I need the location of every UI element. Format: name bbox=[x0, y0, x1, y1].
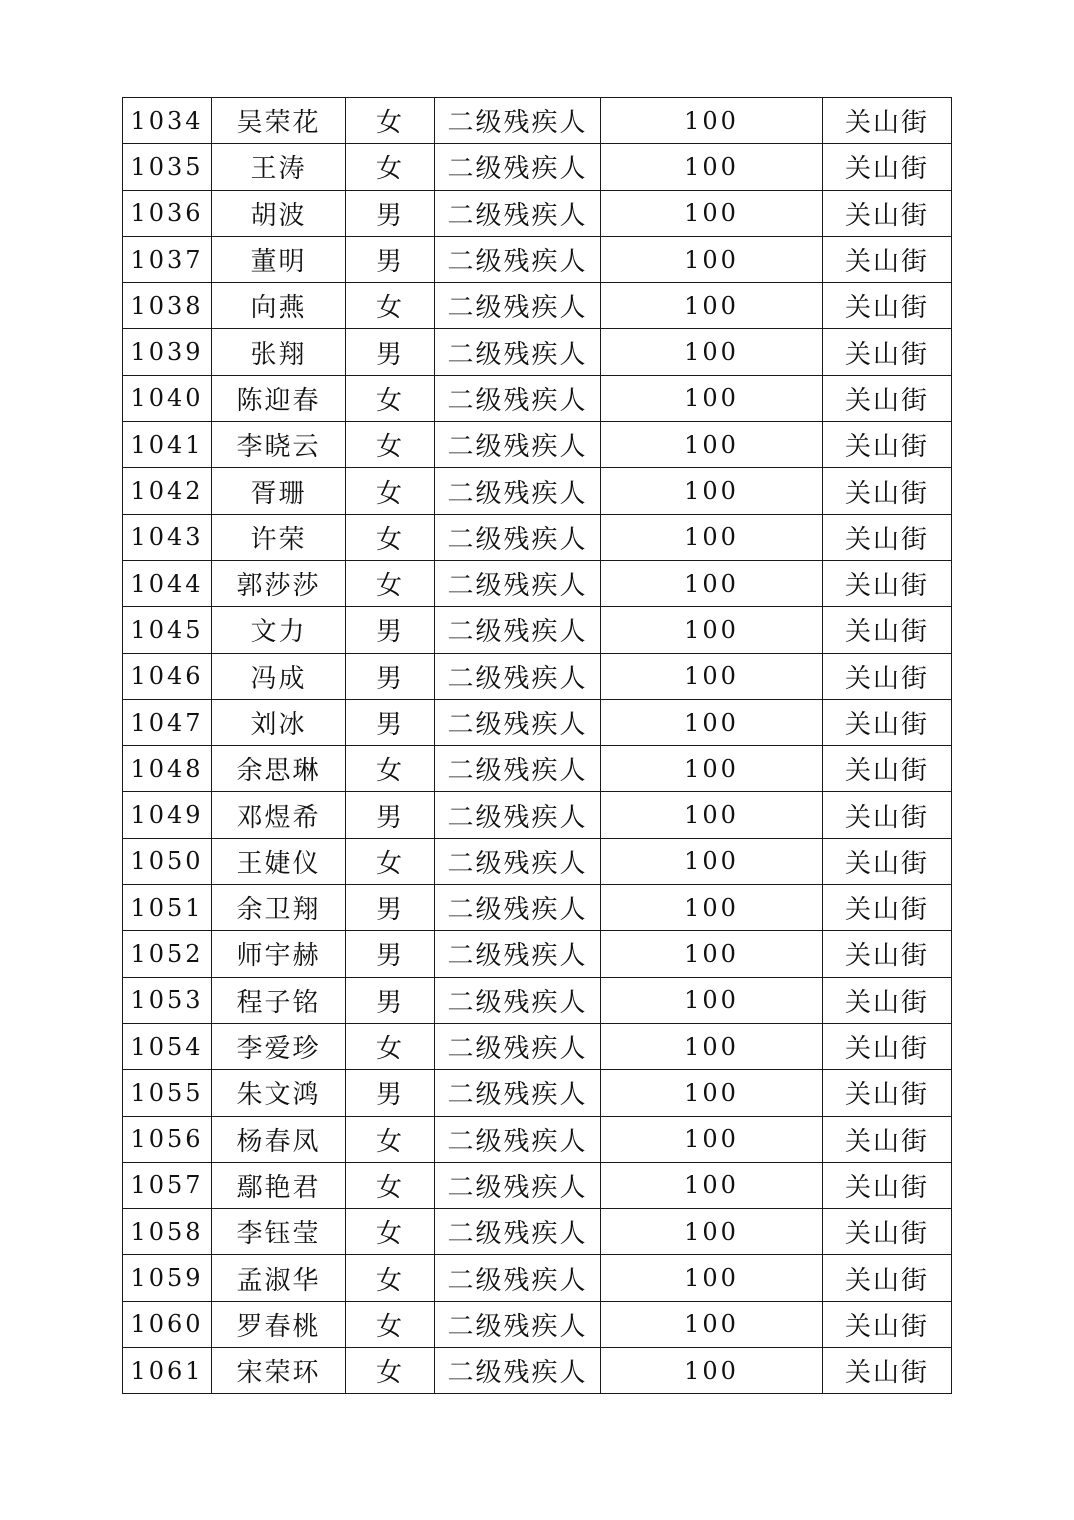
gender-cell: 女 bbox=[346, 1023, 435, 1069]
id-cell: 1036 bbox=[123, 190, 212, 236]
id-cell: 1045 bbox=[123, 607, 212, 653]
table-row bbox=[123, 1162, 952, 1208]
street-cell: 关山街 bbox=[823, 514, 952, 560]
name-cell: 鄢艳君 bbox=[212, 1162, 346, 1208]
table-row bbox=[123, 468, 952, 514]
category-cell: 二级残疾人 bbox=[435, 1023, 601, 1069]
gender-cell: 女 bbox=[346, 1348, 435, 1394]
gender-cell: 男 bbox=[346, 329, 435, 375]
table-row bbox=[123, 144, 952, 190]
street-cell: 关山街 bbox=[823, 653, 952, 699]
table-row bbox=[123, 1348, 952, 1394]
gender-cell: 男 bbox=[346, 607, 435, 653]
id-cell: 1054 bbox=[123, 1023, 212, 1069]
amount-cell: 100 bbox=[601, 607, 823, 653]
name-cell: 陈迎春 bbox=[212, 375, 346, 421]
category-cell: 二级残疾人 bbox=[435, 468, 601, 514]
table-row bbox=[123, 422, 952, 468]
id-cell: 1058 bbox=[123, 1209, 212, 1255]
name-cell: 宋荣环 bbox=[212, 1348, 346, 1394]
gender-cell: 男 bbox=[346, 190, 435, 236]
gender-cell: 女 bbox=[346, 560, 435, 606]
name-cell: 吴荣花 bbox=[212, 98, 346, 144]
gender-cell: 女 bbox=[346, 283, 435, 329]
table-row bbox=[123, 236, 952, 282]
table-row bbox=[123, 1301, 952, 1347]
category-cell: 二级残疾人 bbox=[435, 236, 601, 282]
gender-cell: 女 bbox=[346, 375, 435, 421]
gender-cell: 女 bbox=[346, 1255, 435, 1301]
category-cell: 二级残疾人 bbox=[435, 329, 601, 375]
id-cell: 1049 bbox=[123, 792, 212, 838]
table-row bbox=[123, 1209, 952, 1255]
table-row bbox=[123, 560, 952, 606]
amount-cell: 100 bbox=[601, 375, 823, 421]
amount-cell: 100 bbox=[601, 1070, 823, 1116]
name-cell: 孟淑华 bbox=[212, 1255, 346, 1301]
category-cell: 二级残疾人 bbox=[435, 1116, 601, 1162]
street-cell: 关山街 bbox=[823, 1116, 952, 1162]
street-cell: 关山街 bbox=[823, 931, 952, 977]
amount-cell: 100 bbox=[601, 931, 823, 977]
name-cell: 李晓云 bbox=[212, 422, 346, 468]
amount-cell: 100 bbox=[601, 468, 823, 514]
category-cell: 二级残疾人 bbox=[435, 514, 601, 560]
id-cell: 1034 bbox=[123, 98, 212, 144]
table-row bbox=[123, 931, 952, 977]
name-cell: 胡波 bbox=[212, 190, 346, 236]
table-row bbox=[123, 792, 952, 838]
category-cell: 二级残疾人 bbox=[435, 885, 601, 931]
category-cell: 二级残疾人 bbox=[435, 98, 601, 144]
id-cell: 1061 bbox=[123, 1348, 212, 1394]
name-cell: 杨春凤 bbox=[212, 1116, 346, 1162]
street-cell: 关山街 bbox=[823, 607, 952, 653]
name-cell: 胥珊 bbox=[212, 468, 346, 514]
amount-cell: 100 bbox=[601, 838, 823, 884]
id-cell: 1046 bbox=[123, 653, 212, 699]
gender-cell: 女 bbox=[346, 422, 435, 468]
amount-cell: 100 bbox=[601, 1301, 823, 1347]
amount-cell: 100 bbox=[601, 283, 823, 329]
street-cell: 关山街 bbox=[823, 792, 952, 838]
street-cell: 关山街 bbox=[823, 375, 952, 421]
table-row bbox=[123, 746, 952, 792]
id-cell: 1043 bbox=[123, 514, 212, 560]
street-cell: 关山街 bbox=[823, 98, 952, 144]
gender-cell: 男 bbox=[346, 236, 435, 282]
category-cell: 二级残疾人 bbox=[435, 422, 601, 468]
street-cell: 关山街 bbox=[823, 1070, 952, 1116]
id-cell: 1059 bbox=[123, 1255, 212, 1301]
category-cell: 二级残疾人 bbox=[435, 977, 601, 1023]
id-cell: 1039 bbox=[123, 329, 212, 375]
category-cell: 二级残疾人 bbox=[435, 1070, 601, 1116]
table-row bbox=[123, 190, 952, 236]
street-cell: 关山街 bbox=[823, 977, 952, 1023]
gender-cell: 男 bbox=[346, 792, 435, 838]
name-cell: 董明 bbox=[212, 236, 346, 282]
id-cell: 1037 bbox=[123, 236, 212, 282]
name-cell: 李爱珍 bbox=[212, 1023, 346, 1069]
street-cell: 关山街 bbox=[823, 1348, 952, 1394]
amount-cell: 100 bbox=[601, 236, 823, 282]
table-row bbox=[123, 838, 952, 884]
table-row bbox=[123, 977, 952, 1023]
name-cell: 张翔 bbox=[212, 329, 346, 375]
id-cell: 1055 bbox=[123, 1070, 212, 1116]
table-row bbox=[123, 375, 952, 421]
street-cell: 关山街 bbox=[823, 329, 952, 375]
name-cell: 刘冰 bbox=[212, 699, 346, 745]
id-cell: 1057 bbox=[123, 1162, 212, 1208]
id-cell: 1040 bbox=[123, 375, 212, 421]
category-cell: 二级残疾人 bbox=[435, 375, 601, 421]
category-cell: 二级残疾人 bbox=[435, 838, 601, 884]
amount-cell: 100 bbox=[601, 746, 823, 792]
table-row bbox=[123, 1070, 952, 1116]
table-row bbox=[123, 1116, 952, 1162]
name-cell: 师宇赫 bbox=[212, 931, 346, 977]
gender-cell: 男 bbox=[346, 931, 435, 977]
table-row bbox=[123, 283, 952, 329]
id-cell: 1041 bbox=[123, 422, 212, 468]
id-cell: 1060 bbox=[123, 1301, 212, 1347]
table-row bbox=[123, 514, 952, 560]
street-cell: 关山街 bbox=[823, 422, 952, 468]
amount-cell: 100 bbox=[601, 1162, 823, 1208]
table-row bbox=[123, 607, 952, 653]
category-cell: 二级残疾人 bbox=[435, 1255, 601, 1301]
gender-cell: 女 bbox=[346, 1209, 435, 1255]
street-cell: 关山街 bbox=[823, 560, 952, 606]
gender-cell: 女 bbox=[346, 1116, 435, 1162]
street-cell: 关山街 bbox=[823, 838, 952, 884]
id-cell: 1051 bbox=[123, 885, 212, 931]
street-cell: 关山街 bbox=[823, 283, 952, 329]
id-cell: 1042 bbox=[123, 468, 212, 514]
gender-cell: 男 bbox=[346, 699, 435, 745]
name-cell: 邓煜希 bbox=[212, 792, 346, 838]
gender-cell: 女 bbox=[346, 98, 435, 144]
street-cell: 关山街 bbox=[823, 1162, 952, 1208]
amount-cell: 100 bbox=[601, 885, 823, 931]
amount-cell: 100 bbox=[601, 560, 823, 606]
id-cell: 1048 bbox=[123, 746, 212, 792]
id-cell: 1047 bbox=[123, 699, 212, 745]
amount-cell: 100 bbox=[601, 144, 823, 190]
gender-cell: 男 bbox=[346, 1070, 435, 1116]
table-row bbox=[123, 1023, 952, 1069]
roster-table-body bbox=[123, 98, 952, 1394]
category-cell: 二级残疾人 bbox=[435, 1301, 601, 1347]
gender-cell: 女 bbox=[346, 468, 435, 514]
id-cell: 1038 bbox=[123, 283, 212, 329]
gender-cell: 女 bbox=[346, 144, 435, 190]
name-cell: 冯成 bbox=[212, 653, 346, 699]
name-cell: 王婕仪 bbox=[212, 838, 346, 884]
amount-cell: 100 bbox=[601, 1209, 823, 1255]
amount-cell: 100 bbox=[601, 1023, 823, 1069]
table-row bbox=[123, 653, 952, 699]
name-cell: 程子铭 bbox=[212, 977, 346, 1023]
table-row bbox=[123, 98, 952, 144]
street-cell: 关山街 bbox=[823, 746, 952, 792]
gender-cell: 女 bbox=[346, 838, 435, 884]
roster-table bbox=[122, 97, 952, 1394]
category-cell: 二级残疾人 bbox=[435, 1209, 601, 1255]
category-cell: 二级残疾人 bbox=[435, 1162, 601, 1208]
amount-cell: 100 bbox=[601, 514, 823, 560]
name-cell: 朱文鸿 bbox=[212, 1070, 346, 1116]
street-cell: 关山街 bbox=[823, 1301, 952, 1347]
category-cell: 二级残疾人 bbox=[435, 653, 601, 699]
id-cell: 1052 bbox=[123, 931, 212, 977]
street-cell: 关山街 bbox=[823, 236, 952, 282]
street-cell: 关山街 bbox=[823, 699, 952, 745]
name-cell: 许荣 bbox=[212, 514, 346, 560]
street-cell: 关山街 bbox=[823, 1023, 952, 1069]
name-cell: 王涛 bbox=[212, 144, 346, 190]
gender-cell: 女 bbox=[346, 746, 435, 792]
gender-cell: 男 bbox=[346, 885, 435, 931]
street-cell: 关山街 bbox=[823, 190, 952, 236]
name-cell: 余思琳 bbox=[212, 746, 346, 792]
category-cell: 二级残疾人 bbox=[435, 560, 601, 606]
amount-cell: 100 bbox=[601, 422, 823, 468]
street-cell: 关山街 bbox=[823, 885, 952, 931]
amount-cell: 100 bbox=[601, 977, 823, 1023]
table-row bbox=[123, 699, 952, 745]
category-cell: 二级残疾人 bbox=[435, 699, 601, 745]
amount-cell: 100 bbox=[601, 699, 823, 745]
name-cell: 李钰莹 bbox=[212, 1209, 346, 1255]
category-cell: 二级残疾人 bbox=[435, 746, 601, 792]
category-cell: 二级残疾人 bbox=[435, 283, 601, 329]
gender-cell: 女 bbox=[346, 1301, 435, 1347]
name-cell: 文力 bbox=[212, 607, 346, 653]
street-cell: 关山街 bbox=[823, 144, 952, 190]
id-cell: 1035 bbox=[123, 144, 212, 190]
gender-cell: 女 bbox=[346, 514, 435, 560]
id-cell: 1044 bbox=[123, 560, 212, 606]
name-cell: 罗春桃 bbox=[212, 1301, 346, 1347]
category-cell: 二级残疾人 bbox=[435, 931, 601, 977]
amount-cell: 100 bbox=[601, 792, 823, 838]
name-cell: 郭莎莎 bbox=[212, 560, 346, 606]
table-row bbox=[123, 1255, 952, 1301]
amount-cell: 100 bbox=[601, 1116, 823, 1162]
category-cell: 二级残疾人 bbox=[435, 190, 601, 236]
category-cell: 二级残疾人 bbox=[435, 1348, 601, 1394]
street-cell: 关山街 bbox=[823, 1255, 952, 1301]
amount-cell: 100 bbox=[601, 190, 823, 236]
street-cell: 关山街 bbox=[823, 1209, 952, 1255]
category-cell: 二级残疾人 bbox=[435, 792, 601, 838]
table-row bbox=[123, 885, 952, 931]
id-cell: 1050 bbox=[123, 838, 212, 884]
name-cell: 向燕 bbox=[212, 283, 346, 329]
gender-cell: 男 bbox=[346, 977, 435, 1023]
amount-cell: 100 bbox=[601, 98, 823, 144]
amount-cell: 100 bbox=[601, 329, 823, 375]
id-cell: 1056 bbox=[123, 1116, 212, 1162]
amount-cell: 100 bbox=[601, 1255, 823, 1301]
street-cell: 关山街 bbox=[823, 468, 952, 514]
amount-cell: 100 bbox=[601, 1348, 823, 1394]
name-cell: 余卫翔 bbox=[212, 885, 346, 931]
category-cell: 二级残疾人 bbox=[435, 607, 601, 653]
gender-cell: 女 bbox=[346, 1162, 435, 1208]
amount-cell: 100 bbox=[601, 653, 823, 699]
table-row bbox=[123, 329, 952, 375]
id-cell: 1053 bbox=[123, 977, 212, 1023]
category-cell: 二级残疾人 bbox=[435, 144, 601, 190]
gender-cell: 男 bbox=[346, 653, 435, 699]
